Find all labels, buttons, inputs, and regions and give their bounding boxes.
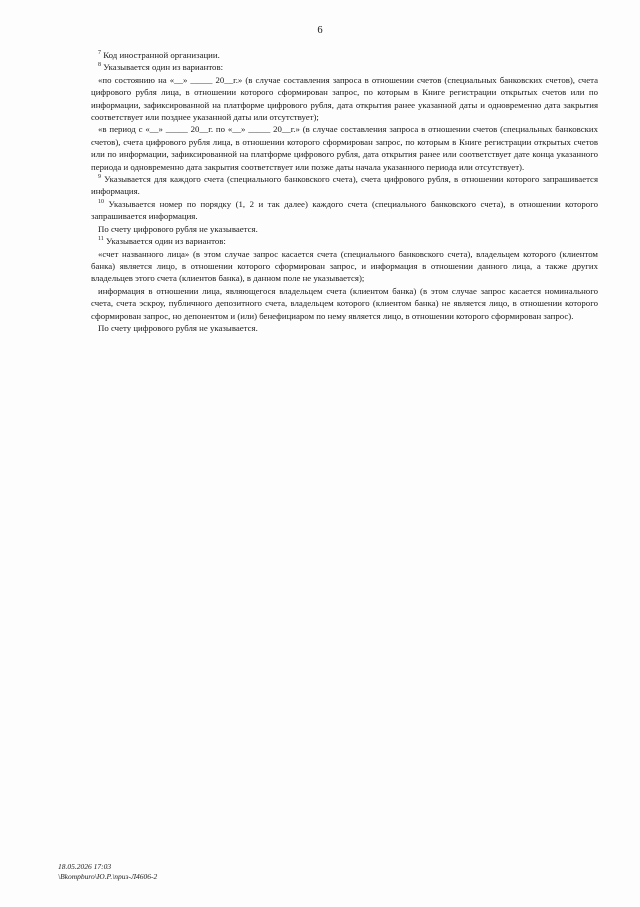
footer-timestamp: 18.05.2026 17:03 bbox=[58, 862, 112, 871]
footnote-7 bbox=[91, 49, 598, 61]
footnote-8 bbox=[91, 61, 598, 73]
footnote-mark: 10 bbox=[98, 198, 104, 205]
footnote-text: Указывается один из вариантов: bbox=[105, 236, 226, 247]
footnote-11-note bbox=[91, 322, 598, 334]
footnote-9 bbox=[91, 173, 598, 198]
footnote-text: По счету цифрового рубля не указывается. bbox=[98, 322, 258, 333]
footnote-11-variant-2 bbox=[91, 285, 598, 322]
footnote-text: По счету цифрового рубля не указывается. bbox=[98, 223, 258, 234]
footnote-text: «по состоянию на «__» _____ 20__г.» (в случае составления запроса в отношении счетов (специальных банковских счетов), счета цифрового рубля лица, в отношении которого сформирован запрос, по которым в Книге регистрации открытых счетов или по информации, зафиксированной на платформе цифрового рубля, дата открытия ранее указанной даты и одновременно дата закрытия соответствует или позднее указанной даты или отсутствует); bbox=[91, 74, 598, 123]
footnote-text: информация в отношении лица, являющегося владельцем счета (клиентом банка) (в этом случае запрос касается номинального счета, счета эскроу, публичного депозитного счета, владельцем которого (клиентом банка) не является лицо, в отношении которого сформирован запрос, но депонентом и (или) бенефициаром по нему является лицо, в отношении которого сформирован запрос). bbox=[91, 285, 598, 321]
footnote-11-variant-1 bbox=[91, 248, 598, 285]
footnote-8-variant-1 bbox=[91, 74, 598, 124]
footnote-text: Указывается один из вариантов: bbox=[103, 62, 224, 73]
footnote-10 bbox=[91, 198, 598, 223]
footnote-text: Указывается для каждого счета (специального банковского счета), счета цифрового рубля, в отношении которого запрашивается информация. bbox=[91, 174, 598, 197]
footnote-mark: 7 bbox=[98, 50, 101, 57]
footnotes-block bbox=[91, 49, 598, 334]
footnote-text: Код иностранной организации. bbox=[103, 50, 220, 60]
footnote-mark: 8 bbox=[98, 62, 101, 69]
footnote-text: «в период с «__» _____ 20__г. по «__» _____ 20__г.» (в случае составления запроса в отношении счетов (специальных банковских счетов), счета цифрового рубля лица, в отношении которого сформирован запрос, по которым в Книге регистрации открытых счетов или по информации, зафиксированной на платформе цифрового рубля, дата открытия ранее или соответствует дате конца указанного периода и одновременно дата закрытия соответствует или позже даты начала указанного периода или отсутствует). bbox=[91, 124, 598, 172]
document-footer bbox=[58, 862, 157, 882]
footer-file-path: \Bkompburo\Ю.Р.\приз-Л4606-2 bbox=[58, 872, 158, 881]
footnote-mark: 11 bbox=[98, 236, 104, 243]
footnote-8-variant-2 bbox=[91, 123, 598, 173]
footnote-text: «счет названного лица» (в этом случае запрос касается счета (специального банковского счета), владельцем которого (клиентом банка) является лицо, в отношении которого сформирован запрос, и информация в отношении данного лица, а также других владельцев этого счета (клиентов банка), в данном поле не указывается); bbox=[91, 248, 598, 284]
page-number: 6 bbox=[317, 25, 323, 36]
footnote-10-note bbox=[91, 223, 598, 235]
footnote-text: Указывается номер по порядку (1, 2 и так далее) каждого счета (специального банковского счета), в отношении которого запрашивается информация. bbox=[91, 198, 598, 222]
footnote-mark: 9 bbox=[98, 174, 101, 181]
footnote-11 bbox=[91, 235, 598, 247]
